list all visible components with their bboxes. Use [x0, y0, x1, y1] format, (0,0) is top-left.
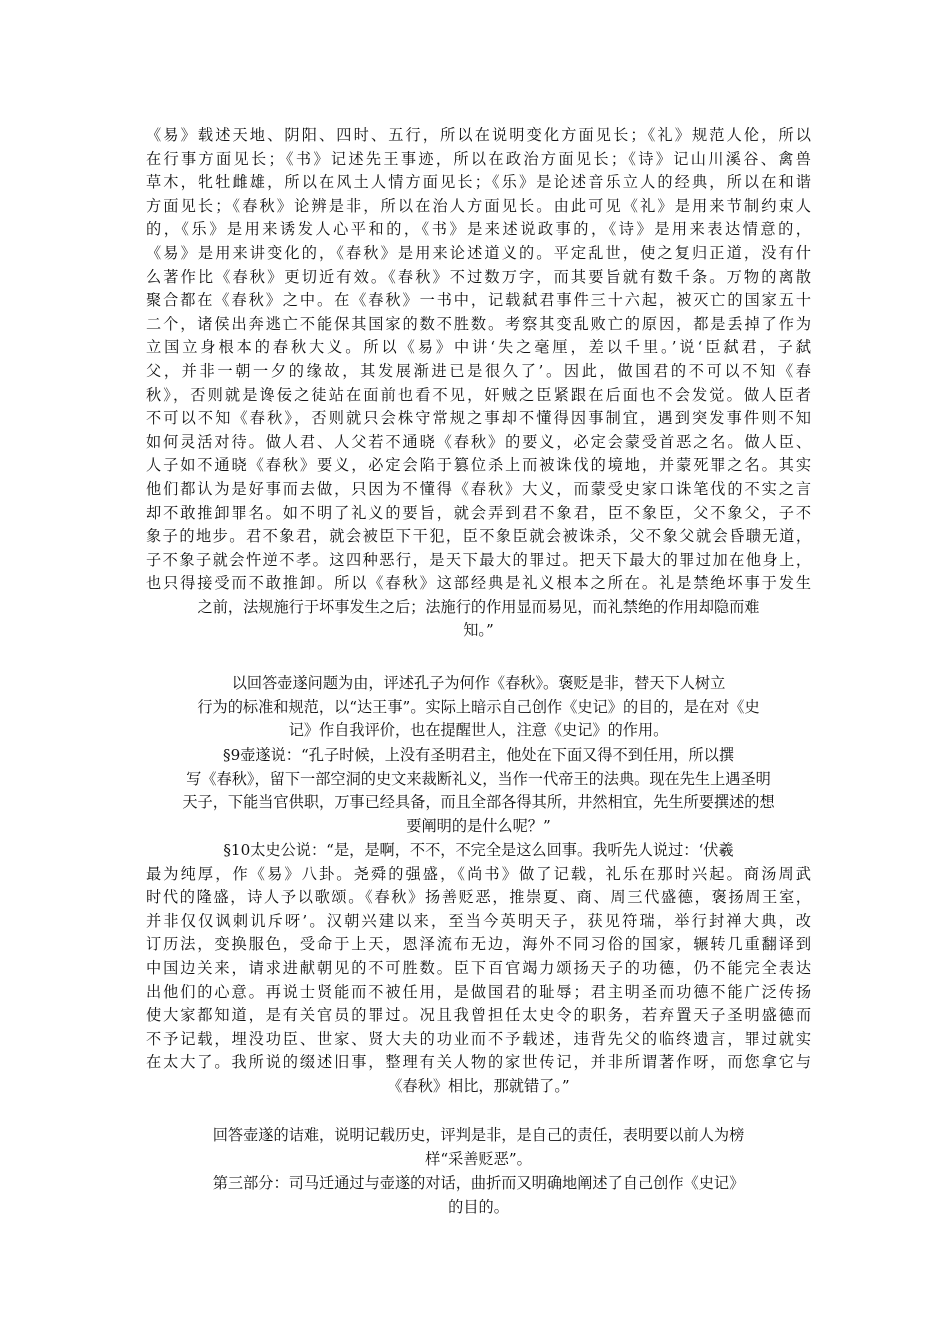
text-line: 在行事方面见长；《书》记述先王事迹，所以在政治方面见长；《诗》记山川溪谷、禽兽 — [146, 149, 811, 168]
text-line: 样“采善贬恶”。 — [425, 1149, 532, 1168]
text-line: 中国边关来，请求进献朝见的不可胜数。臣下百官竭力颂扬天子的功德，仍不能完全表达 — [146, 958, 811, 977]
paragraph-chunqiu-commentary — [146, 124, 811, 643]
text-line: 以回答壶遂问题为由，评述孔子为何作《春秋》。褒贬是非，替天下人树立 — [231, 674, 726, 692]
text-line: 人子如不通晓《春秋》要义，必定会陷于篡位杀上而被诛伐的境地，并蒙死罪之名。其实 — [146, 456, 811, 475]
text-line: 象子的地步。君不象君，就会被臣下干犯，臣不象臣就会被诛杀，父不象父就会昏聩无道， — [146, 527, 811, 546]
text-line: 父，并非一朝一夕的缘故，其发展渐进已是很久了’。因此，做国君的不可以不知《春 — [146, 361, 811, 380]
text-line: 也只得接受而不敢推卸。所以《春秋》这部经典是礼义根本之所在。礼是禁绝坏事于发生 — [146, 574, 811, 593]
text-line: 写《春秋》，留下一部空洞的史文来裁断礼义，当作一代帝王的法典。现在先生上遇圣明 — [186, 769, 771, 788]
text-line: 使大家都知道，是有关官员的罪过。况且我曾担任太史令的职务，若弃置天子圣明盛德而 — [146, 1006, 811, 1025]
text-line: 么著作比《春秋》更切近有效。《春秋》不过数万字，而其要旨就有数千条。万物的离散 — [146, 267, 811, 286]
text-line: 行为的标准和规范，以“达王事”。实际上暗示自己创作《史记》的目的，是在对《史 — [197, 697, 760, 716]
text-line: 的，《乐》是用来诱发人心平和的，《书》是来述说政事的，《诗》是用来表达情意的， — [146, 220, 811, 239]
text-line: 不予记载，埋没功臣、世家、贤大夫的功业而不予载述，违背先父的临终遗言，罪过就实 — [146, 1029, 811, 1048]
text-line: 立国立身根本的春秋大义。所以《易》中讲‘失之毫厘，差以千里。’说‘臣弑君，子弑 — [146, 338, 811, 357]
text-line: 如何灵活对待。做人君、人父若不通晓《春秋》的要义，必定会蒙受首恶之名。做人臣、 — [146, 432, 811, 451]
text-line: 并非仅仅讽刺讥斥呀’。汉朝兴建以来，至当今英明天子，获见符瑞，举行封禅大典，改 — [146, 911, 811, 930]
text-line: 《春秋》相比，那就错了。” — [387, 1076, 570, 1095]
text-line: 在太大了。我所说的缀述旧事，整理有关人物的家世传记，并非所谓著作呀，而您拿它与 — [146, 1053, 811, 1072]
text-line: 《易》是用来讲变化的，《春秋》是用来论述道义的。平定乱世，使之复归正道，没有什 — [146, 243, 811, 262]
text-line: §9壶遂说：“孔子时候，上没有圣明君主，他处在下面又得不到任用，所以撰 — [222, 746, 735, 764]
text-line: 秋》，否则就是谗佞之徒站在面前也看不见，奸贼之臣紧跟在后面也不会发觉。做人臣者 — [146, 385, 811, 404]
paragraph-section-10 — [146, 839, 811, 1099]
text-line: 方面见长；《春秋》论辨是非，所以在治人方面见长。由此可见《礼》是用来节制约束人 — [146, 196, 811, 215]
text-line: 订历法，变换服色，受命于上天，恩泽流布无边，海外不同习俗的国家，辗转几重翻译到 — [146, 935, 811, 954]
text-line: 最为纯厚，作《易》八卦。尧舜的强盛，《尚书》做了记载，礼乐在那时兴起。商汤周武 — [146, 864, 811, 883]
paragraph-part-three — [146, 1172, 811, 1219]
text-line: 之前，法规施行于坏事发生之后；法施行的作用显而易见，而礼禁绝的作用却隐而难 — [197, 597, 760, 616]
text-line: 的目的。 — [448, 1197, 509, 1216]
text-line: 草木，牝牡雌雄，所以在风土人情方面见长；《乐》是论述音乐立人的经典，所以在和谐 — [146, 173, 811, 192]
paragraph-answer-summary — [146, 1124, 811, 1171]
text-line: §10太史公说：“是，是啊，不不，不完全是这么回事。我听先人说过：‘伏羲 — [223, 841, 734, 859]
text-line: 第三部分：司马迁通过与壶遂的对话，曲折而又明确地阐述了自己创作《史记》 — [212, 1174, 745, 1192]
text-line: 记》作自我评价，也在提醒世人，注意《史记》的作用。 — [288, 721, 669, 740]
text-line: 二个，诸侯出奔逃亡不能保其国家的数不胜数。考察其变乱败亡的原因，都是丢掉了作为 — [146, 314, 811, 333]
text-line: 要阐明的是什么呢？” — [406, 816, 551, 835]
text-line: 出他们的心意。再说士贤能而不被任用，是做国君的耻辱；君主明圣而功德不能广泛传扬 — [146, 982, 811, 1001]
text-line: 子不象子就会忤逆不孝。这四种恶行，是天下最大的罪过。把天下最大的罪过加在他身上， — [146, 550, 811, 569]
paragraph-section-9 — [146, 744, 811, 838]
text-line: 聚合都在《春秋》之中。在《春秋》一书中，记载弑君事件三十六起，被灭亡的国家五十 — [146, 291, 811, 310]
text-line: 天子，下能当官供职，万事已经具备，而且全部各得其所，井然相宜，先生所要撰述的想 — [182, 793, 775, 812]
text-line: 时代的隆盛，诗人予以歌颂。《春秋》扬善贬恶，推崇夏、商、周三代盛德，褒扬周王室， — [146, 888, 811, 907]
text-line: 却不敢推卸罪名。如不明了礼义的要旨，就会弄到君不象君，臣不象臣，父不象父，子不 — [146, 503, 811, 522]
text-line: 他们都认为是好事而去做，只因为不懂得《春秋》大义，而蒙受史家口诛笔伐的不实之言 — [146, 479, 811, 498]
paragraph-hu-sui-question-summary — [146, 672, 811, 743]
text-line: 不可以不知《春秋》，否则就只会株守常规之事却不懂得因事制宜，遇到突发事件则不知 — [146, 409, 811, 428]
text-line: 回答壶遂的诘难，说明记载历史，评判是非，是自己的责任，表明要以前人为榜 — [212, 1126, 745, 1144]
text-line: 知。” — [463, 621, 494, 640]
text-line: 《易》载述天地、阴阳、四时、五行，所以在说明变化方面见长；《礼》规范人伦，所以 — [146, 126, 811, 144]
